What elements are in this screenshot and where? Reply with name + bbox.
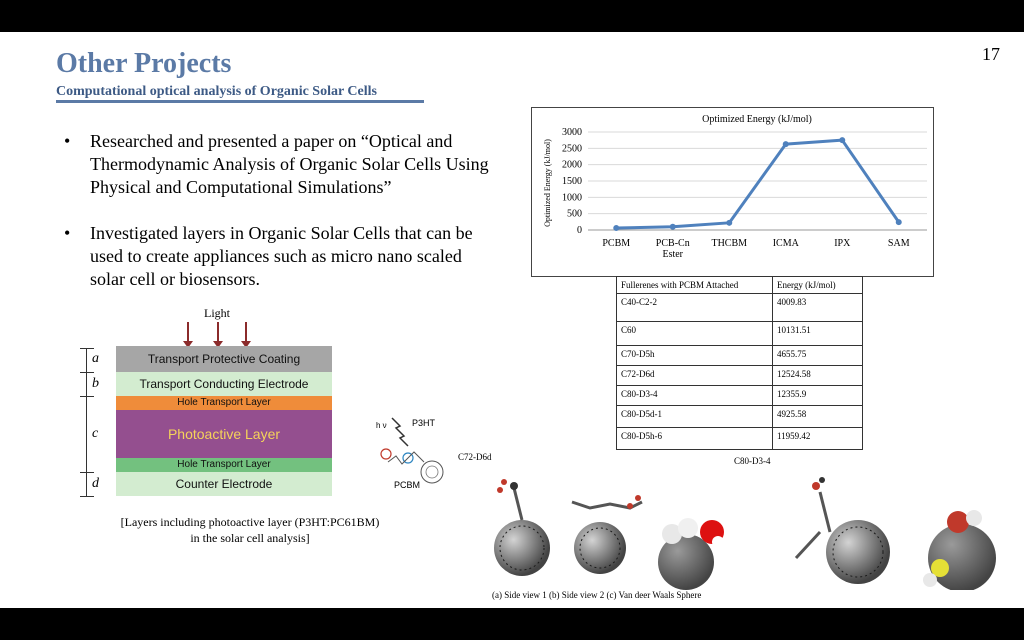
table-cell: 4655.75: [773, 346, 863, 366]
table-row: [617, 322, 863, 346]
layer-figure-caption: [100, 514, 400, 546]
light-arrow-icon: [245, 322, 247, 342]
slide-subtitle: Computational optical analysis of Organic Solar Cells: [56, 84, 377, 99]
caption-line: [Layers including photoactive layer (P3HT:PC61BM): [120, 515, 380, 529]
pcbm-label: PCBM: [394, 480, 421, 490]
dimension-line: [86, 348, 87, 496]
layer-counter-electrode: [116, 472, 332, 496]
layer-label: Counter Electrode: [175, 477, 273, 491]
layer-hole-transport-bottom: [116, 458, 332, 472]
chart-y-ticks: [562, 127, 582, 236]
chart-data-point: [613, 225, 619, 231]
chart-y-tick-label: 2500: [562, 143, 582, 155]
subtitle-underline: [56, 100, 424, 103]
table-header-row: [617, 277, 863, 294]
p3ht-pcbm-schematic: [374, 412, 450, 492]
dimension-tick: [80, 396, 94, 397]
table-cell: 4009.83: [773, 294, 863, 322]
table-cell: 10131.51: [773, 322, 863, 346]
fullerene-energy-table: [616, 276, 863, 450]
table-row: [617, 428, 863, 450]
table-row: [617, 294, 863, 322]
chart-data-point: [783, 141, 789, 147]
table-cell: C70-D5h: [617, 346, 773, 366]
bullet-item: • Investigated layers in Organic Solar Cells that can be used to create appliances such as micro nano scaled solar cell or biosensors.: [64, 222, 494, 291]
table-row: [617, 366, 863, 386]
layer-protective-coating: [116, 346, 332, 372]
layer-stack-figure: [70, 304, 370, 504]
table-cell: 12355.9: [773, 386, 863, 406]
slide: [0, 32, 1024, 608]
table-row: [617, 386, 863, 406]
table-cell: C72-D6d: [617, 366, 773, 386]
chart-y-tick-label: 1500: [562, 176, 582, 187]
chart-data-point: [670, 224, 676, 230]
page-number: 17: [982, 44, 1000, 64]
layer-label: Hole Transport Layer: [177, 397, 271, 408]
light-arrow-icon: [187, 322, 189, 342]
chart-x-tick-label: SAM: [887, 238, 910, 249]
dimension-label: b: [92, 376, 99, 391]
table-row: [617, 346, 863, 366]
chart-x-tick-label: THCBM: [711, 238, 748, 249]
c80-van-der-waals-sphere-icon: [923, 510, 996, 590]
bullet-item: • Researched and presented a paper on “Optical and Thermodynamic Analysis of Organic Solar Cells Using Physical and Computational Simulations”: [64, 130, 494, 199]
layer-label: Transport Conducting Electrode: [139, 377, 309, 391]
layer-conducting-electrode: [116, 372, 332, 396]
molecule-label-c80: C80-D3-4: [734, 456, 771, 466]
chart-series-line: [616, 140, 899, 228]
dimension-tick: [80, 472, 94, 473]
p3ht-label: P3HT: [412, 418, 436, 428]
chart-x-tick-label: ICMA: [772, 238, 799, 249]
chart-x-ticks: [602, 238, 909, 260]
molecule-schematic-icon: [374, 412, 450, 492]
molecule-caption: (a) Side view 1 (b) Side view 2 (c) Van deer Waals Sphere: [492, 590, 702, 600]
chart-x-tick-label: Ester: [662, 249, 684, 260]
c80-ball-and-stick-icon: [796, 477, 890, 584]
hv-label: h ν: [376, 421, 387, 430]
layer-photoactive: [116, 410, 332, 458]
table-row: [617, 406, 863, 428]
chart-y-axis-label: Optimized Energy (kJ/mol): [543, 139, 552, 227]
chart-title: Optimized Energy (kJ/mol): [702, 114, 812, 125]
c72-side-view-2-icon: [572, 495, 642, 574]
chart-y-tick-label: 3000: [562, 127, 582, 138]
chart-x-tick-label: PCBM: [602, 238, 631, 249]
dimension-label: c: [92, 426, 99, 441]
table-cell: 11959.42: [773, 428, 863, 450]
chart-x-tick-label: IPX: [834, 238, 851, 249]
c72-van-der-waals-sphere-icon: [658, 518, 724, 590]
energy-chart: [531, 107, 934, 277]
layer-label: Photoactive Layer: [167, 426, 281, 442]
table-cell: 12524.58: [773, 366, 863, 386]
molecule-label-c72: C72-D6d: [458, 452, 492, 462]
table-header-cell: Energy (kJ/mol): [773, 277, 863, 294]
table-cell: C80-D3-4: [617, 386, 773, 406]
dimension-tick: [80, 496, 94, 497]
chart-y-tick-label: 1000: [562, 192, 582, 204]
light-label: Light: [204, 306, 230, 320]
chart-x-tick-label: PCB-Cn: [655, 238, 690, 249]
energy-line-chart: [532, 108, 935, 278]
chart-data-point: [839, 137, 845, 143]
layer-label: Hole Transport Layer: [177, 459, 271, 470]
light-arrow-icon: [217, 322, 219, 342]
c72-side-view-1-icon: [494, 479, 550, 576]
layer-label: Transport Protective Coating: [147, 352, 301, 366]
chart-y-tick-label: 2000: [562, 159, 582, 171]
table-cell: C40-C2-2: [617, 294, 773, 322]
dimension-tick: [80, 348, 94, 349]
dimension-label: a: [92, 351, 99, 366]
dimension-tick: [80, 372, 94, 373]
table-cell: C80-D5h-6: [617, 428, 773, 450]
layer-hole-transport-top: [116, 396, 332, 410]
chart-y-tick-label: 0: [577, 225, 582, 236]
table-header-cell: Fullerenes with PCBM Attached: [617, 277, 773, 294]
caption-line: in the solar cell analysis]: [190, 531, 310, 545]
slide-title: Other Projects: [56, 48, 232, 79]
bullet-list: [64, 130, 494, 314]
chart-data-point: [896, 219, 902, 225]
dimension-label: d: [92, 476, 99, 491]
table-cell: 4925.58: [773, 406, 863, 428]
table-cell: C60: [617, 322, 773, 346]
table-cell: C80-D5d-1: [617, 406, 773, 428]
molecule-renderings: [480, 472, 1000, 590]
chart-series: [613, 137, 902, 231]
chart-data-point: [726, 220, 732, 226]
chart-y-tick-label: 500: [567, 208, 582, 220]
